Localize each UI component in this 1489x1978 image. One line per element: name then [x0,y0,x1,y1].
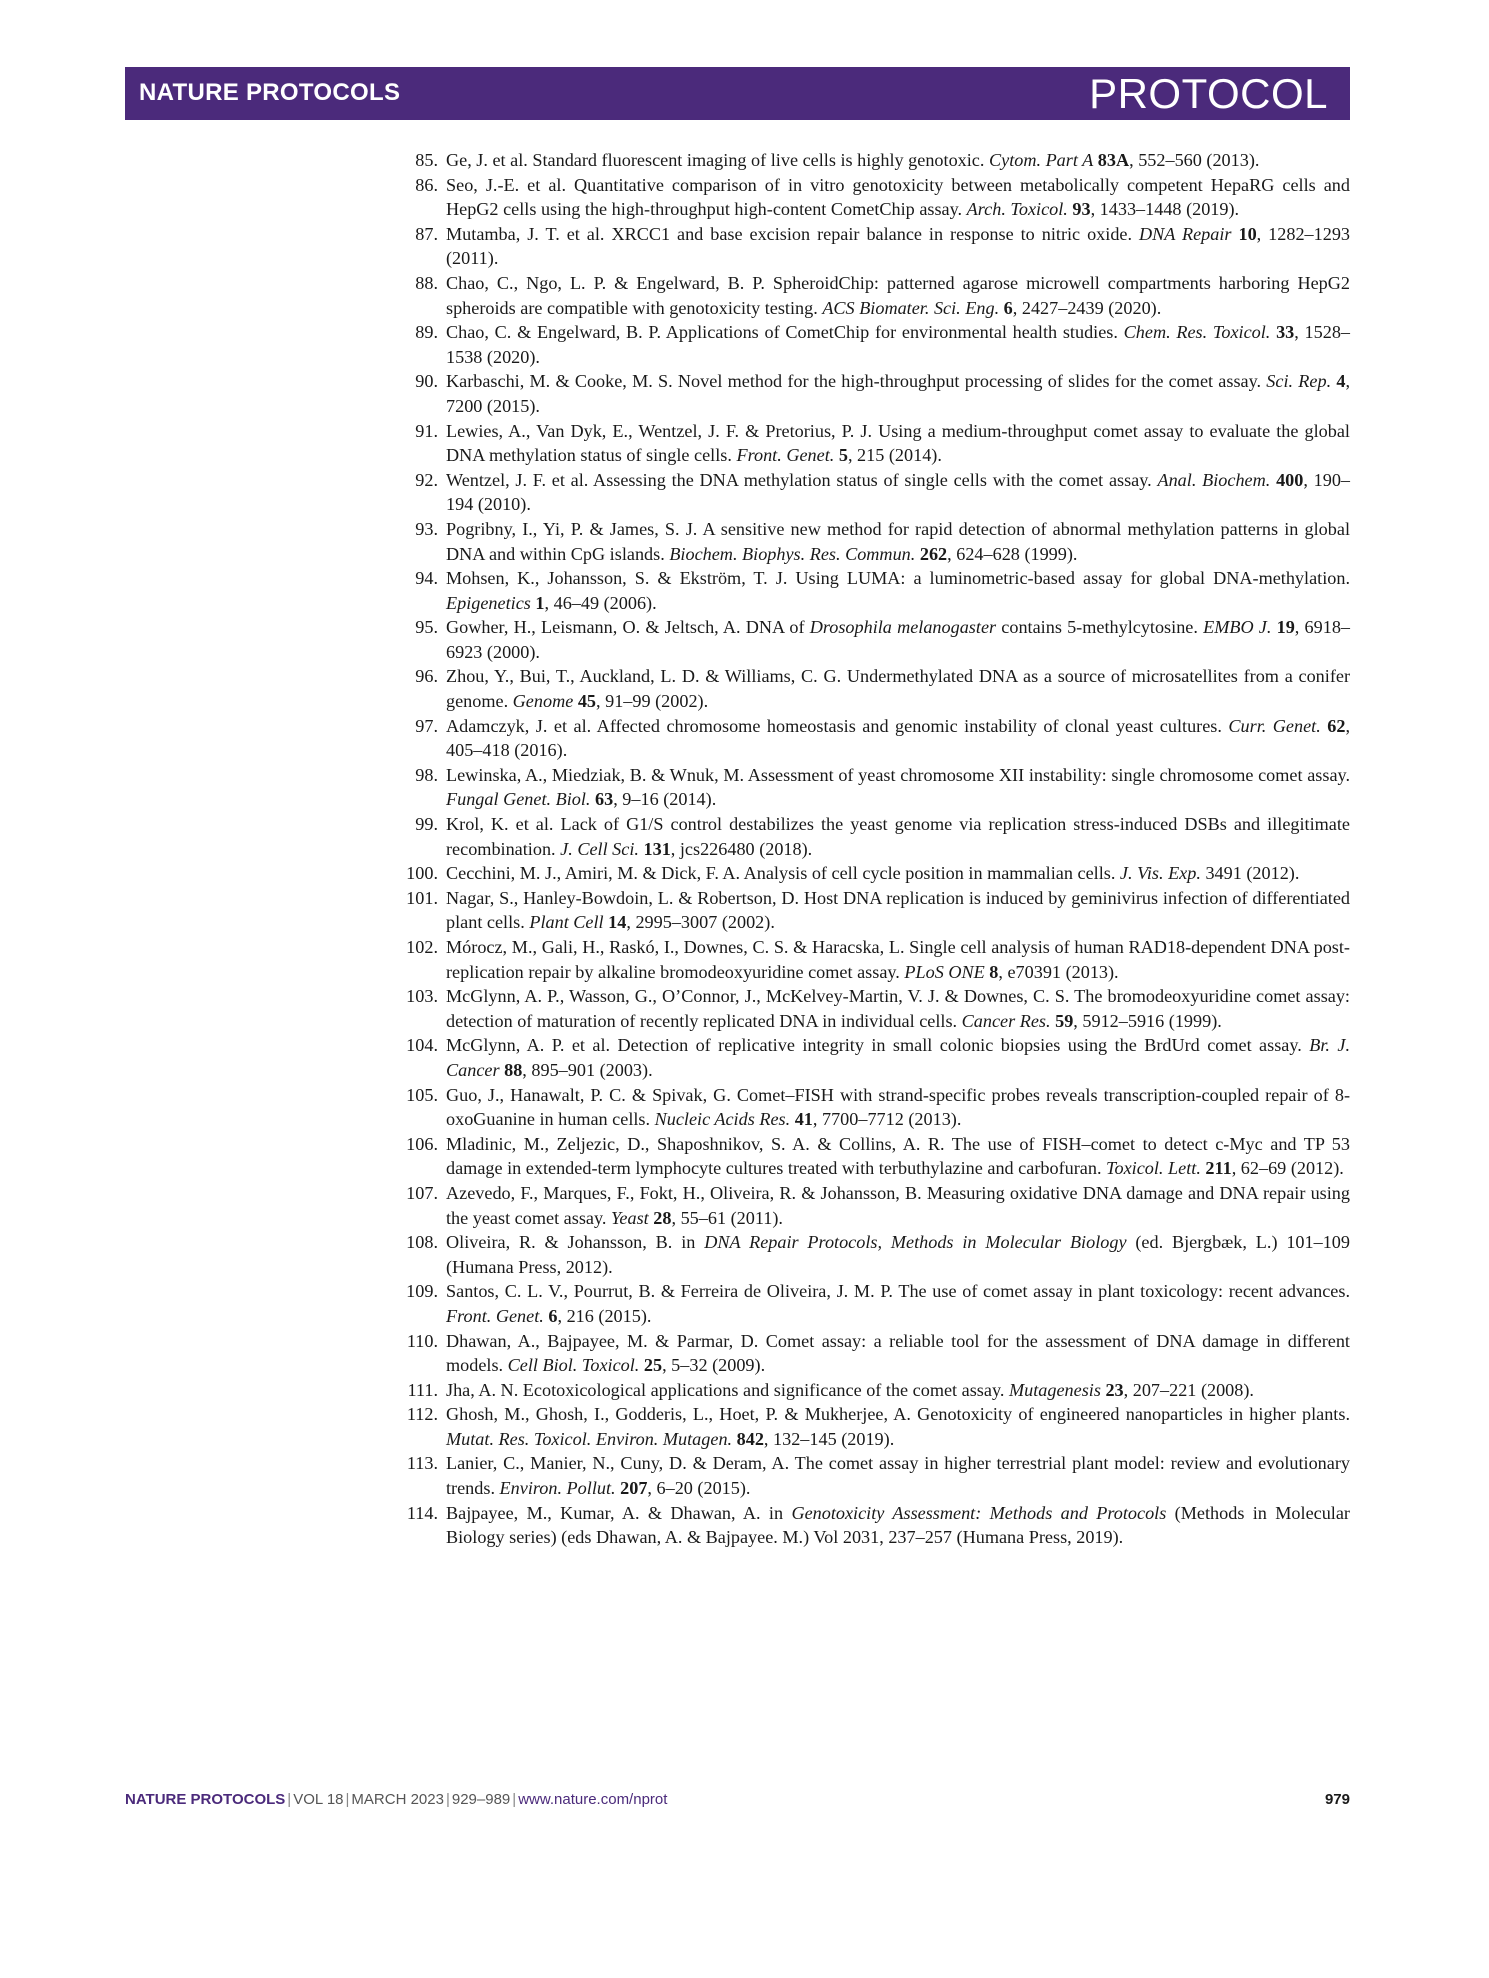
reference-text: 28 [653,1207,672,1228]
reference-text: , 91–99 (2002). [596,691,709,712]
reference-text: 88 [504,1059,523,1080]
reference-text: 1 [535,592,545,613]
footer-date: MARCH 2023 [351,1791,444,1808]
reference-item [400,1083,1350,1132]
reference-number: 87. [415,223,438,244]
reference-text: , 405–418 (2016). [446,715,1351,761]
reference-item [400,1378,1350,1403]
reference-text: , 624–628 (1999). [947,543,1078,564]
reference-text: , 190–194 (2010). [446,469,1351,515]
reference-text: , 215 (2014). [847,445,942,466]
reference-text: 63 [595,789,614,810]
reference-text: , 5–32 (2009). [662,1355,766,1376]
reference-text: Drosophila melanogaster [809,617,997,638]
reference-text: Toxicol. Lett. [1106,1158,1201,1179]
reference-text: , 2427–2439 (2020). [1012,297,1162,318]
reference-item [400,714,1350,763]
reference-text: 131 [643,838,671,859]
reference-text: J. Cell Sci. [560,838,639,859]
reference-item [400,763,1350,812]
reference-item [400,1279,1350,1328]
reference-text: Zhou, Y., Bui, T., Auckland, L. D. & Williams, C. G. Undermethylated DNA as a source of microsatellites from a conifer genome. [446,666,1350,712]
reference-text: , 6–20 (2015). [647,1478,751,1499]
reference-item [400,369,1350,418]
reference-item [400,1230,1350,1279]
reference-text: Jha, A. N. Ecotoxicological applications and significance of the comet assay. [446,1379,1009,1400]
footer-journal: NATURE PROTOCOLS [125,1791,286,1808]
reference-text: Nagar, S., Hanley-Bowdoin, L. & Robertson, D. Host DNA replication is induced by geminivirus infection of differentiated plant cells. [446,887,1350,933]
reference-text: Gowher, H., Leismann, O. & Jeltsch, A. DNA of [446,617,810,638]
reference-text: Mohsen, K., Johansson, S. & Ekström, T. J. Using LUMA: a luminometric-based assay for global DNA-methylation. [446,568,1350,589]
reference-item [400,1501,1350,1550]
reference-item [400,1033,1350,1082]
reference-text: Plant Cell [529,912,604,933]
reference-text: Mladinic, M., Zeljezic, D., Shaposhnikov, S. A. & Collins, A. R. The use of FISH–comet to detect c-Myc and TP 53 damage in extended-term lymphocyte cultures treated with terbuthylazine and carbofuran. [446,1133,1350,1179]
reference-text: Curr. Genet. [1228,715,1321,736]
reference-number: 90. [415,371,438,392]
reference-number: 86. [415,174,438,195]
reference-text: 207 [620,1478,648,1499]
reference-text: Cancer Res. [961,1010,1051,1031]
reference-text: Lewies, A., Van Dyk, E., Wentzel, J. F. & Pretorius, P. J. Using a medium-throughput comet assay to evaluate the global DNA methylation status of single cells. [446,420,1350,466]
reference-text: Santos, C. L. V., Pourrut, B. & Ferreira de Oliveira, J. M. P. The use of comet assay in plant toxicology: recent advances. [446,1281,1350,1302]
reference-text: 400 [1276,469,1304,490]
reference-text: 10 [1238,223,1257,244]
reference-item [400,566,1350,615]
reference-item [400,984,1350,1033]
reference-item [400,320,1350,369]
reference-number: 92. [415,469,438,490]
reference-text: 23 [1105,1379,1124,1400]
reference-text: , 207–221 (2008). [1123,1379,1254,1400]
reference-number: 103. [406,986,438,1007]
reference-text: Anal. Biochem. [1157,469,1271,490]
reference-item [400,615,1350,664]
reference-item [400,1402,1350,1451]
reference-text: , 62–69 (2012). [1231,1158,1344,1179]
page-number: 979 [1324,1791,1350,1808]
reference-text: Front. Genet. [446,1305,544,1326]
reference-text: , 7200 (2015). [446,371,1350,416]
reference-item [400,861,1350,886]
reference-number: 88. [415,272,438,293]
reference-number: 99. [415,814,438,835]
reference-list [400,148,1350,1550]
reference-text: Oliveira, R. & Johansson, B. in [446,1232,705,1253]
reference-number: 94. [415,568,438,589]
reference-text: Bajpayee, M., Kumar, A. & Dhawan, A. in [446,1502,792,1523]
reference-text: Lanier, C., Manier, N., Cuny, D. & Deram, A. The comet assay in higher terrestrial plant model: review and evolutionary trends. [446,1453,1350,1499]
reference-text: Genotoxicity Assessment: Methods and Protocols [791,1502,1167,1523]
reference-number: 102. [406,937,438,957]
reference-text: (Methods in Molecular Biology series) (eds Dhawan, A. & Bajpayee. M.) Vol 2031, 237–257 (Humana Press, 2019). [446,1502,1350,1548]
journal-name: NATURE PROTOCOLS [139,79,401,106]
reference-text: Biochem. Biophys. Res. Commun. [669,543,916,564]
reference-item [400,664,1350,713]
reference-number: 107. [406,1182,438,1203]
footer-volume: VOL 18 [293,1791,344,1808]
reference-text: 19 [1276,617,1295,638]
reference-item [400,419,1350,468]
reference-text: , 1528–1538 (2020). [446,322,1351,367]
reference-number: 106. [406,1133,438,1154]
reference-item [400,935,1350,984]
reference-text: , e70391 (2013). [998,961,1119,982]
reference-number: 96. [415,666,438,687]
reference-text: Yeast [610,1207,649,1228]
reference-number: 110. [406,1330,438,1351]
reference-number: 89. [415,322,438,343]
reference-text: 4 [1336,371,1346,392]
reference-text: 25 [643,1355,663,1376]
reference-text: Pogribny, I., Yi, P. & James, S. J. A sensitive new method for rapid detection of abnormal methylation patterns in global DNA and within CpG islands. [446,518,1350,564]
reference-text: McGlynn, A. P., Wasson, G., O’Connor, J., McKelvey-Martin, V. J. & Downes, C. S. The bromodeoxyuridine comet assay: detection of maturation of recently replicated DNA in individual cells. [446,986,1350,1031]
reference-text: Krol, K. et al. Lack of G1/S control destabilizes the yeast genome via replication stress-induced DSBs and illegitimate recombination. [446,814,1350,859]
reference-text: Chao, C. & Engelward, B. P. Applications of CometChip for environmental health studies. [446,322,1124,343]
reference-number: 109. [406,1281,438,1302]
reference-number: 93. [415,518,438,539]
reference-text: McGlynn, A. P. et al. Detection of replicative integrity in small colonic biopsies using the BrdUrd comet assay. [446,1035,1310,1056]
reference-number: 95. [415,617,438,638]
reference-text: , 895–901 (2003). [522,1059,653,1080]
reference-text: ACS Biomater. Sci. Eng. [822,297,1000,318]
reference-item [400,517,1350,566]
reference-item [400,173,1350,222]
reference-item [400,886,1350,935]
reference-number: 98. [415,764,438,785]
reference-number: 101. [406,887,438,908]
reference-item [400,1181,1350,1230]
reference-text: (ed. Bjergbæk, L.) 101–109 (Humana Press, 2012). [446,1232,1350,1277]
reference-text: Epigenetics [446,592,531,613]
reference-number: 108. [406,1232,438,1253]
reference-text: , 132–145 (2019). [763,1428,895,1449]
section-label: PROTOCOL [1089,70,1328,117]
reference-text: Cytom. Part A [988,150,1094,170]
reference-text: 842 [736,1428,764,1449]
reference-text: , 55–61 (2011). [671,1207,783,1228]
reference-text: , 7700–7712 (2013). [812,1109,962,1130]
reference-item [400,271,1350,320]
reference-text: , 6918–6923 (2000). [446,617,1351,662]
reference-text: Guo, J., Hanawalt, P. C. & Spivak, G. Comet–FISH with strand-specific probes reveals transcription-coupled repair of 8-oxoGuanine in human cells. [446,1084,1350,1130]
reference-text: 262 [919,543,948,564]
reference-number: 114. [406,1502,438,1523]
reference-text: Azevedo, F., Marques, F., Fokt, H., Oliveira, R. & Johansson, B. Measuring oxidative DNA damage and DNA repair using the yeast comet assay. [446,1182,1350,1228]
reference-text: Front. Genet. [736,445,835,466]
reference-number: 85. [415,150,438,170]
reference-text: 211 [1205,1158,1232,1179]
reference-text: Sci. Rep. [1266,371,1332,392]
reference-number: 112. [406,1404,438,1425]
reference-text: Lewinska, A., Miedziak, B. & Wnuk, M. Assessment of yeast chromosome XII instability: single chromosome comet assay. [446,764,1350,785]
reference-text: 6 [1003,297,1013,318]
reference-text: Mutamba, J. T. et al. XRCC1 and base excision repair balance in response to nitric oxide. [446,223,1139,244]
reference-item [400,1329,1350,1378]
reference-text: 3491 (2012). [1200,863,1300,884]
reference-text: PLoS ONE [904,961,985,982]
reference-number: 104. [406,1035,438,1056]
reference-text: 6 [548,1305,558,1326]
reference-text: Cell Biol. Toxicol. [507,1355,640,1376]
reference-text: , 1433–1448 (2019). [1090,199,1240,220]
reference-text: Ge, J. et al. Standard fluorescent imaging of live cells is highly genotoxic. [446,150,989,170]
reference-text: J. Vis. Exp. [1119,863,1201,884]
reference-text: Ghosh, M., Ghosh, I., Godderis, L., Hoet, P. & Mukherjee, A. Genotoxicity of engineered nanoparticles in higher plants. [446,1404,1350,1425]
reference-text: Fungal Genet. Biol. [446,789,591,810]
reference-text: Br. J. Cancer [446,1035,1350,1080]
reference-text: 59 [1055,1010,1074,1031]
reference-number: 113. [406,1453,438,1474]
reference-text: DNA Repair Protocols, Methods in Molecular Biology [704,1232,1127,1253]
reference-item [400,812,1350,861]
reference-text: contains 5-methylcytosine. [996,617,1204,638]
reference-text: 33 [1276,322,1295,343]
reference-text: , 2995–3007 (2002). [626,912,775,933]
reference-text: , jcs226480 (2018). [670,838,813,859]
reference-number: 97. [415,715,438,736]
reference-number: 91. [415,420,438,441]
reference-item [400,222,1350,271]
reference-text: 83A [1097,150,1130,170]
reference-text: Nucleic Acids Res. [654,1109,791,1130]
reference-text: Seo, J.-E. et al. Quantitative comparison of in vitro genotoxicity between metabolically competent HepaRG cells and HepG2 cells using the high-throughput high-content CometChip assay. [446,174,1350,220]
reference-number: 100. [406,863,438,884]
reference-text: Karbaschi, M. & Cooke, M. S. Novel method for the high-throughput processing of slides for the comet assay. [446,371,1267,392]
reference-item [400,1132,1350,1181]
reference-text: Genome [512,691,574,712]
reference-text: Adamczyk, J. et al. Affected chromosome homeostasis and genomic instability of clonal yeast cultures. [446,715,1229,736]
reference-text: , 1282–1293 (2011). [446,223,1351,269]
reference-text: , 9–16 (2014). [613,789,717,810]
reference-text: Environ. Pollut. [499,1478,616,1499]
reference-text: Wentzel, J. F. et al. Assessing the DNA methylation status of single cells with the comet assay. [446,469,1158,490]
reference-text: Mutagenesis [1008,1379,1101,1400]
reference-text: EMBO J. [1203,617,1272,638]
reference-text: 45 [577,691,597,712]
reference-text: 5 [838,445,848,466]
footer-url-link[interactable]: www.nature.com/nprot [518,1791,668,1808]
reference-text: Chem. Res. Toxicol. [1123,322,1271,343]
reference-number: 111. [407,1379,438,1400]
reference-item [400,148,1350,173]
reference-text: Dhawan, A., Bajpayee, M. & Parmar, D. Comet assay: a reliable tool for the assessment of DNA damage in different models. [446,1330,1350,1376]
reference-text: 62 [1327,715,1346,736]
reference-text: , 552–560 (2013). [1129,150,1260,170]
footer: NATURE PROTOCOLS | VOL 18 | MARCH 2023 | 929–989 | www.nature.com/nprot 979 [125,1791,1350,1808]
reference-text: 41 [794,1109,813,1130]
reference-text: 8 [989,961,999,982]
header-bar [125,67,1350,120]
reference-text: Mórocz, M., Gali, H., Raskó, I., Downes, C. S. & Haracska, L. Single cell analysis of human RAD18-dependent DNA post-replication repair by alkaline bromodeoxyuridine comet assay. [446,937,1350,982]
reference-text: DNA Repair [1139,223,1232,244]
reference-text: Mutat. Res. Toxicol. Environ. Mutagen. [446,1428,733,1449]
reference-text: Chao, C., Ngo, L. P. & Engelward, B. P. SpheroidChip: patterned agarose microwell compartments harboring HepG2 spheroids are compatible with genotoxicity testing. [446,272,1350,318]
reference-text: , 46–49 (2006). [544,592,657,613]
reference-text: 14 [608,912,627,933]
footer-pages: 929–989 [451,1791,511,1808]
reference-number: 105. [406,1084,438,1105]
reference-text: Cecchini, M. J., Amiri, M. & Dick, F. A. Analysis of cell cycle position in mammalian cells. [446,863,1120,884]
reference-text: , 5912–5916 (1999). [1073,1010,1222,1031]
reference-text: 93 [1072,199,1091,220]
reference-item [400,1451,1350,1500]
reference-item [400,468,1350,517]
reference-text: Arch. Toxicol. [966,199,1068,220]
reference-text: , 216 (2015). [557,1305,652,1326]
